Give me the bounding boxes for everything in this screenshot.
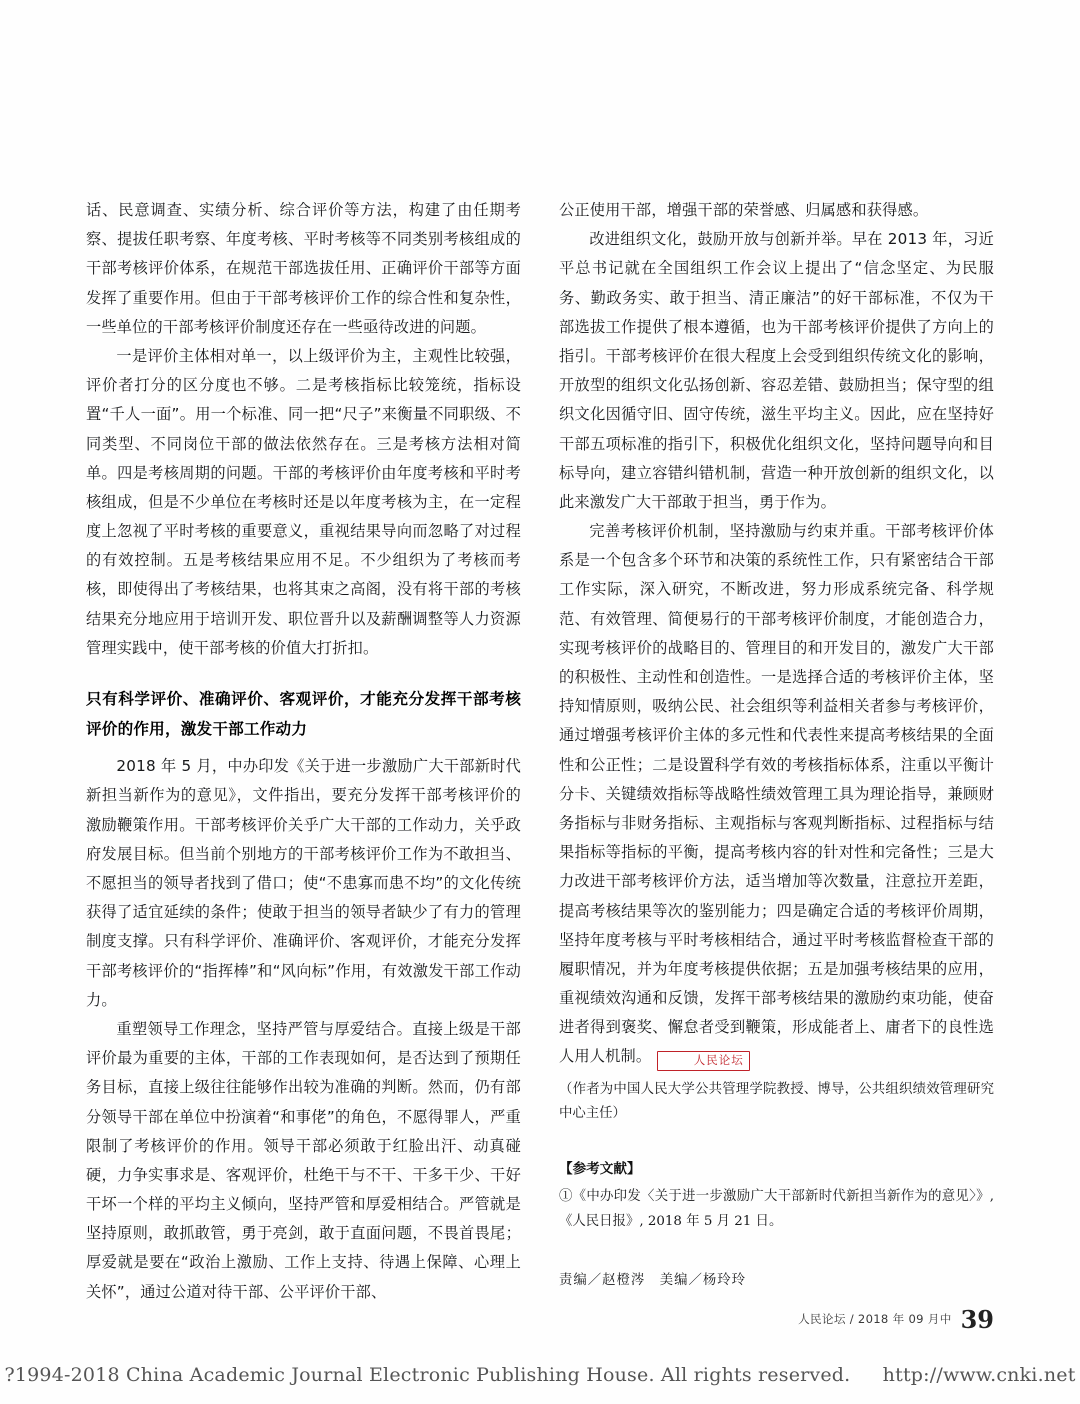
references-heading: 【参考文献】 <box>559 1161 641 1178</box>
paragraph: 话、民意调查、实绩分析、综合评价等方法，构建了由任期考察、提拔任职考察、年度考核、平时考核等不同类别考核组成的干部考核评价体系，在规范干部选拔任用、正确评价干部等方面发挥了重要作用。但由于干部考核评价工作的综合性和复杂性，一些单位的干部考核评价制度还存在一些亟待改进的问题。 <box>86 201 521 336</box>
journal-seal-stamp: 人民论坛 <box>657 1051 749 1070</box>
paragraph: 2018 年 5 月，中办印发《关于进一步激励广大干部新时代新担当新作为的意见》，文件指出，要充分发挥干部考核评价的激励鞭策作用。干部考核评价关乎广大干部的工作动力，关乎政府发展目标。但当前个别地方的干部考核评价工作为不敢担当、不愿担当的领导者找到了借口；使“不患寡而患不均”的文化传统获得了适宜延续的条件；使敢于担当的领导者缺少了有力的管理制度支撑。只有科学评价、准确评价、客观评价，才能充分发挥干部考核评价的“指挥棒”和“风向标”作用，有效激发干部工作动力。 <box>86 757 521 1009</box>
paragraph <box>559 517 994 1072</box>
right-column <box>559 196 994 1307</box>
page-number: 39 <box>960 1305 994 1334</box>
left-column <box>86 196 521 1307</box>
paragraph: 一是评价主体相对单一，以上级评价为主，主观性比较强，评价者打分的区分度也不够。二是考核指标比较笼统，指标设置“千人一面”。用一个标准、同一把“尺子”来衡量不同职级、不同类型、不同岗位干部的做法依然存在。三是考核方法相对简单。四是考核周期的问题。干部的考核评价由年度考核和平时考核组成，但是不少单位在考核时还是以年度考核为主，在一定程度上忽视了平时考核的重要意义，重视结果导向而忽略了对过程的有效控制。五是考核结果应用不足。不少组织为了考核而考核，即使得出了考核结果，也将其束之高阁，没有将干部的考核结果充分地应用于培训开发、职位晋升以及薪酬调整等人力资源管理实践中，使干部考核的价值大打折扣。 <box>86 346 521 657</box>
page-footer <box>798 1305 994 1334</box>
paragraph: 公正使用干部，增强干部的荣誉感、归属感和获得感。 <box>559 201 929 219</box>
section-subheading: 只有科学评价、准确评价、客观评价，才能充分发挥干部考核评价的作用，激发干部工作动力 <box>86 690 521 738</box>
cnki-copyright-bar <box>0 1364 1080 1386</box>
reference-item: ①《中办印发〈关于进一步激励广大干部新时代新担当新作为的意见〉》,《人民日报》, 2018 年 5 月 21 日。 <box>559 1189 994 1230</box>
journal-issue-meta: 人民论坛 / 2018 年 09 月中 <box>798 1312 952 1327</box>
cnki-url: http://www.cnki.net <box>882 1364 1076 1386</box>
article-columns <box>86 196 994 1307</box>
cnki-copyright-text: ?1994-2018 China Academic Journal Electronic Publishing House. All rights reserved. <box>4 1364 851 1386</box>
paragraph: 重塑领导工作理念，坚持严管与厚爱结合。直接上级是干部评价最为重要的主体，干部的工作表现如何，是否达到了预期任务目标，直接上级往往能够作出较为准确的判断。然而，仍有部分领导干部在单位中扮演着“和事佬”的角色，不愿得罪人，严重限制了考核评价的作用。领导干部必须敢于红脸出汗、动真碰硬，力争实事求是、客观评价，杜绝干与不干、干多干少、干好干坏一个样的平均主义倾向，坚持严管和厚爱相结合。严管就是坚持原则，敢抓敢管，勇于亮剑，敢于直面问题，不畏首畏尾；厚爱就是要在“政治上激励、工作上支持、待遇上保障、心理上关怀”，通过公道对待干部、公平评价干部、 <box>86 1019 521 1301</box>
editors-credit: 责编／赵橙涔 美编／杨玲玲 <box>559 1272 747 1288</box>
paragraph-text: 完善考核评价机制，坚持激励与约束并重。干部考核评价体系是一个包含多个环节和决策的系统性工作，只有紧密结合干部工作实际，深入研究，不断改进，努力形成系统完备、科学规范、有效管理、简便易行的干部考核评价制度，才能创造合力，实现考核评价的战略目的、管理目的和开发目的，激发广大干部的积极性、主动性和创造性。一是选择合适的考核评价主体，坚持知情原则，吸纳公民、社会组织等利益相关者参与考核评价，通过增强考核评价主体的多元性和代表性来提高考核结果的全面性和公正性；二是设置科学有效的考核指标体系，注重以平衡计分卡、关键绩效指标等战略性绩效管理工具为理论指导，兼顾财务指标与非财务指标、主观指标与客观判断指标、过程指标与结果指标等指标的平衡，提高考核内容的针对性和完备性；三是大力改进干部考核评价方法，适当增加等次数量，注意拉开差距，提高考核结果等次的鉴别能力；四是确定合适的考核评价周期，坚持年度考核与平时考核相结合，通过平时考核监督检查干部的履职情况，并为年度考核提供依据；五是加强考核结果的应用，重视绩效沟通和反馈，发挥干部考核结果的激励约束功能，使奋进者得到褒奖、懈怠者受到鞭策，形成能者上、庸者下的良性选人用人机制。 <box>559 522 994 1066</box>
author-affiliation-note: （作者为中国人民大学公共管理学院教授、博导，公共组织绩效管理研究中心主任） <box>559 1081 994 1122</box>
paragraph: 改进组织文化，鼓励开放与创新并举。早在 2013 年，习近平总书记就在全国组织工作会议上提出了“信念坚定、为民服务、勤政务实、敢于担当、清正廉洁”的好干部标准，不仅为干部选拔工作提供了根本遵循，也为干部考核评价提供了方向上的指引。干部考核评价在很大程度上会受到组织传统文化的影响，开放型的组织文化弘扬创新、容忍差错、鼓励担当；保守型的组织文化因循守旧、固守传统，滋生平均主义。因此，应在坚持好干部五项标准的指引下，积极优化组织文化，坚持问题导向和目标导向，建立容错纠错机制，营造一种开放创新的组织文化，以此来激发广大干部敢于担当，勇于作为。 <box>559 230 994 511</box>
